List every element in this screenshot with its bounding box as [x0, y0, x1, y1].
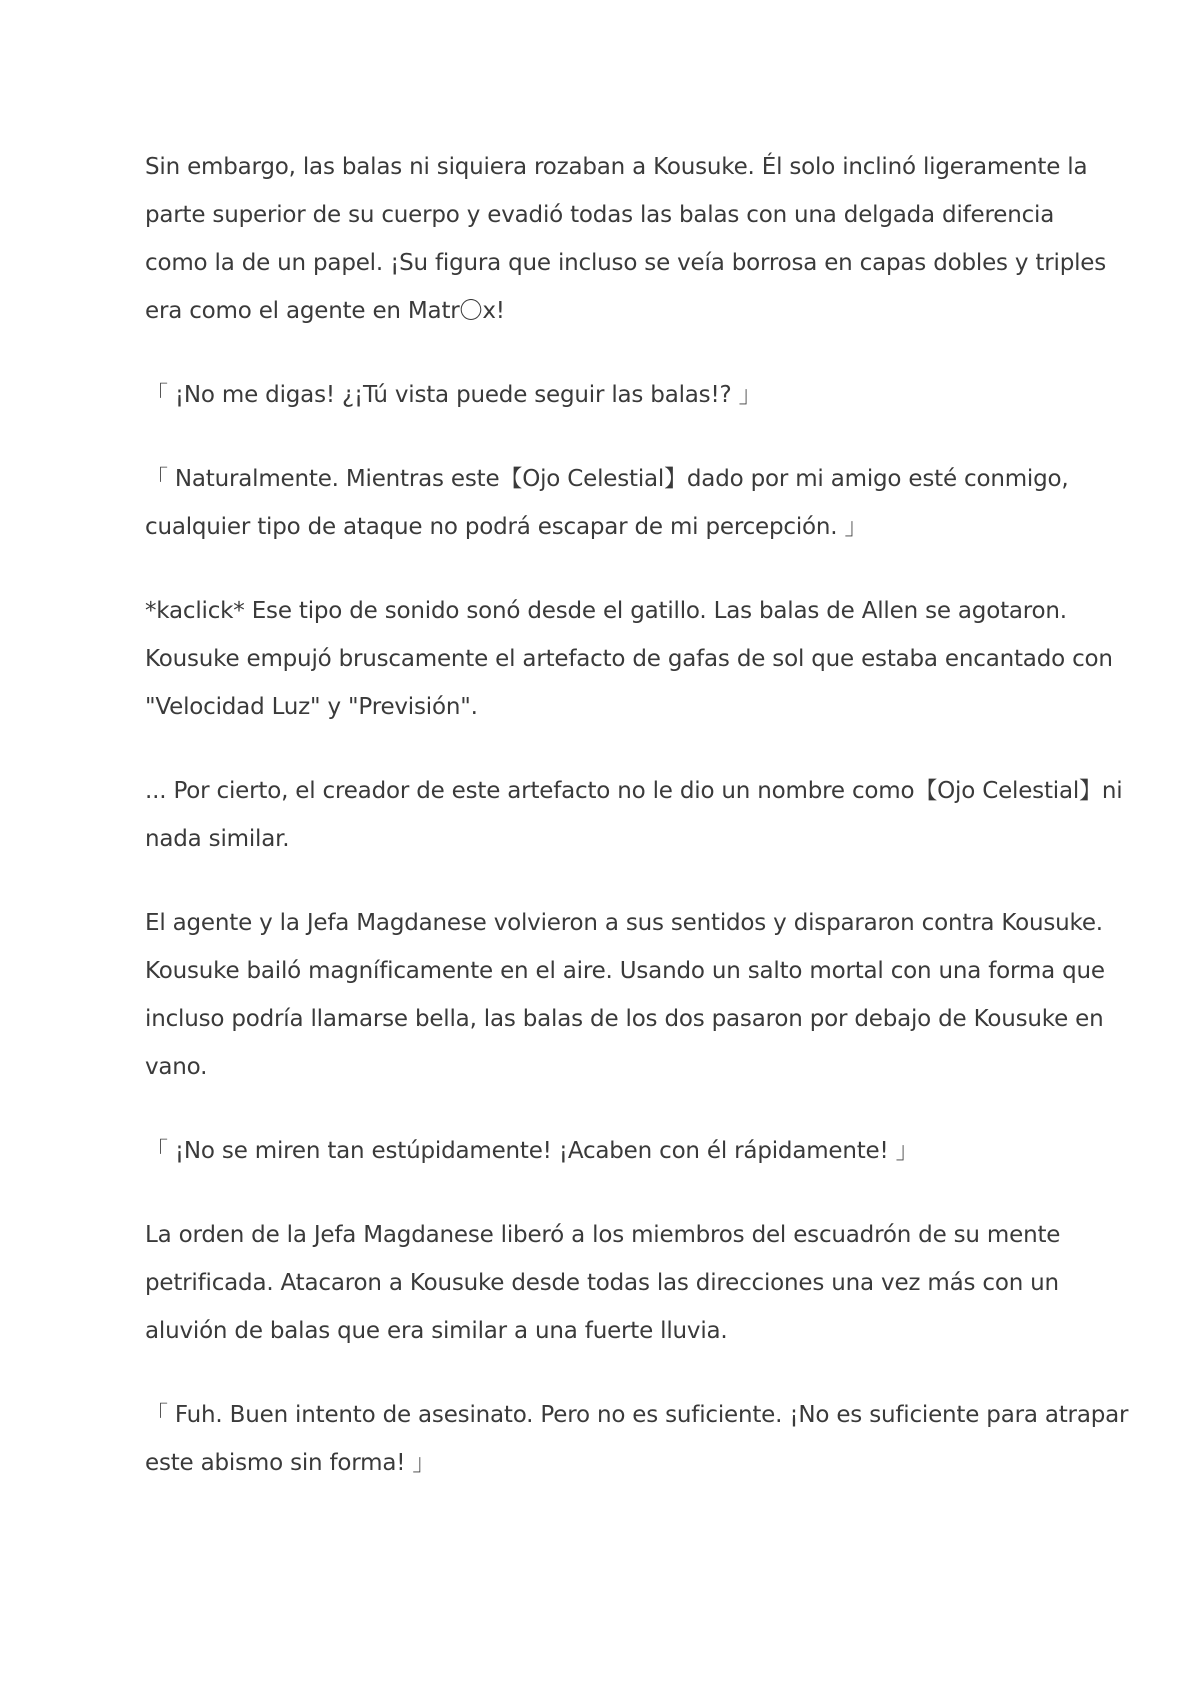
text-line: 「 Fuh. Buen intento de asesinato. Pero no es suficiente. ¡No es suficiente para atrapar [145, 1402, 1129, 1428]
text-line: incluso podría llamarse bella, las balas de los dos pasaron por debajo de Kousuke en [145, 1006, 1104, 1032]
text-line: vano. [145, 1054, 208, 1080]
text-line: Kousuke bailó magníficamente en el aire. Usando un salto mortal con una forma que [145, 958, 1105, 984]
text-line: ... Por cierto, el creador de este artefacto no le dio un nombre como【Ojo Celestial】ni [145, 778, 1123, 804]
text-line: cualquier tipo de ataque no podrá escapar de mi percepción. 」 [145, 514, 868, 540]
text-line: este abismo sin forma! 」 [145, 1450, 436, 1476]
text-line: La orden de la Jefa Magdanese liberó a los miembros del escuadrón de su mente [145, 1222, 1061, 1248]
paragraph-7 [145, 1127, 1061, 1175]
paragraph-5 [145, 767, 1123, 863]
text-line: petrificada. Atacaron a Kousuke desde todas las direcciones una vez más con un [145, 1270, 1059, 1296]
text-line: era como el agente en Matr〇x! [145, 298, 505, 324]
text-line: *kaclick* Ese tipo de sonido sonó desde el gatillo. Las balas de Allen se agotaron. [145, 598, 1067, 624]
paragraph-8 [145, 1211, 1061, 1355]
text-line: 「 ¡No se miren tan estúpidamente! ¡Acaben con él rápidamente! 」 [145, 1138, 919, 1164]
text-line: aluvión de balas que era similar a una fuerte lluvia. [145, 1318, 728, 1344]
text-line: parte superior de su cuerpo y evadió todas las balas con una delgada diferencia [145, 202, 1055, 228]
text-line: Kousuke empujó bruscamente el artefacto de gafas de sol que estaba encantado con [145, 646, 1113, 672]
paragraph-3 [145, 455, 1069, 551]
paragraph-4 [145, 587, 1113, 731]
paragraph-6 [145, 899, 1105, 1091]
paragraph-2 [145, 371, 1061, 419]
text-line: Sin embargo, las balas ni siquiera rozaban a Kousuke. Él solo inclinó ligeramente la [145, 154, 1088, 180]
text-line: como la de un papel. ¡Su figura que incluso se veía borrosa en capas dobles y triples [145, 250, 1107, 276]
text-line: 「 ¡No me digas! ¿¡Tú vista puede seguir las balas!? 」 [145, 382, 762, 408]
text-line: El agente y la Jefa Magdanese volvieron a sus sentidos y dispararon contra Kousuke. [145, 910, 1103, 936]
text-line: 「 Naturalmente. Mientras este【Ojo Celestial】dado por mi amigo esté conmigo, [145, 466, 1069, 492]
paragraph-9 [145, 1391, 1129, 1487]
text-line: "Velocidad Luz" y "Previsión". [145, 694, 478, 720]
paragraph-1 [145, 143, 1107, 335]
text-line: nada similar. [145, 826, 290, 852]
